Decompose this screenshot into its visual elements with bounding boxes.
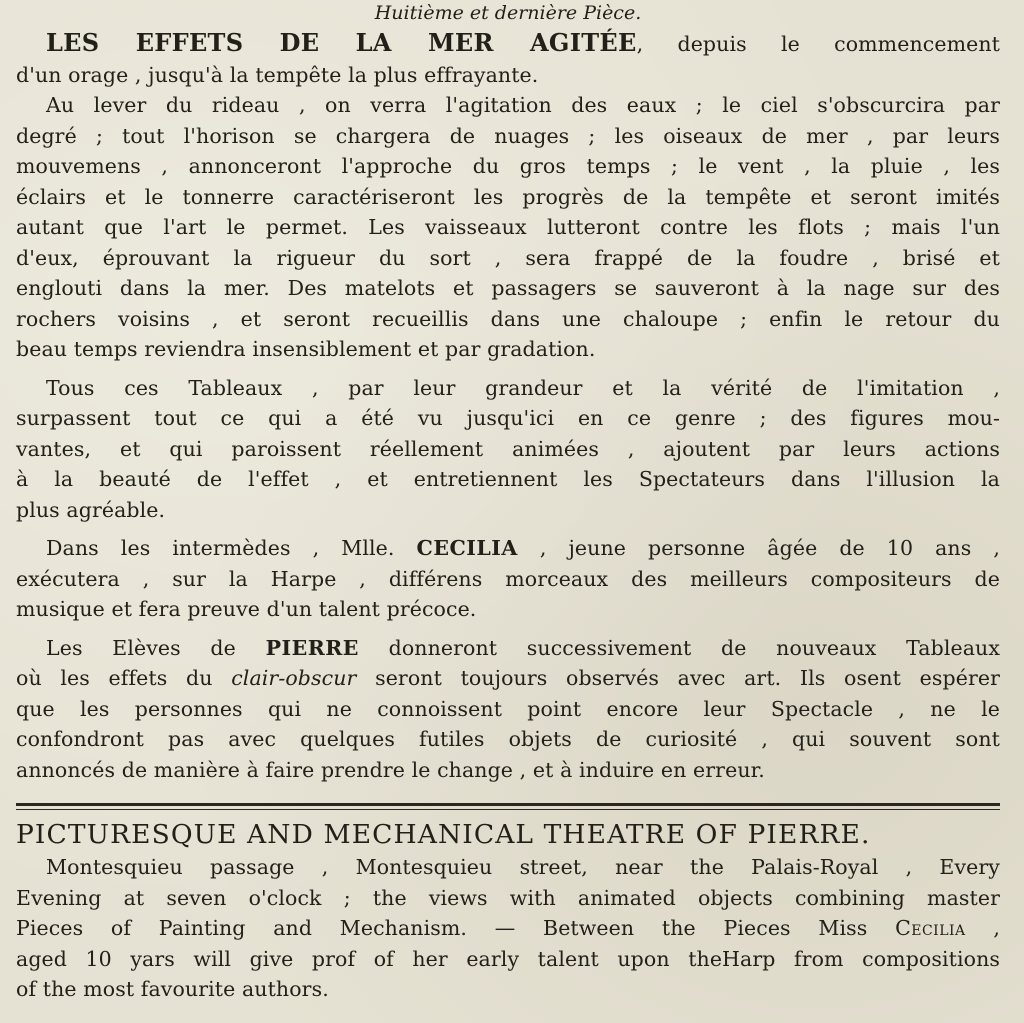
text-line: vantes, et qui paroissent réellement animées , ajoutent par leurs actions — [16, 436, 1000, 461]
paragraph-tableaux — [16, 373, 1000, 526]
pierre-name: PIERRE — [265, 635, 359, 660]
text-line: exécutera , sur la Harpe , différens morceaux des meilleurs compositeurs de — [16, 566, 1000, 591]
text-line: mouvemens , annonceront l'approche du gros temps ; le vent , la pluie , les — [16, 154, 1000, 178]
text-line: of the most favourite authors. — [16, 977, 329, 1001]
text-line: plus agréable. — [16, 497, 166, 522]
text-line — [16, 533, 1000, 564]
paragraph-gap — [16, 625, 1000, 633]
paragraph-gap — [16, 525, 1000, 533]
text-line: Au lever du rideau , on verra l'agitation des eaux ; le ciel s'obscurcira par — [46, 93, 1000, 117]
performer-name: CECILIA — [416, 536, 518, 560]
text-fragment: , — [993, 916, 1000, 940]
text-line: que les personnes qui ne connoissent point encore leur Spectacle , ne le — [16, 696, 1000, 721]
text-line: rochers voisins , et seront recueillis dans une chaloupe ; enfin le retour du — [16, 306, 1000, 331]
text-line: beau temps reviendra insensiblement et par gradation. — [16, 337, 596, 361]
text-line: autant que l'art le permet. Les vaisseaux lutteront contre les flots ; mais l'un — [16, 215, 1000, 239]
text-line: Montesquieu passage , Montesquieu street, near the Palais-Royal , Every — [46, 855, 1000, 879]
text-line: confondront pas avec quelques futiles objets de curiosité , qui souvent sont — [16, 727, 1000, 751]
text-line — [16, 913, 1000, 944]
italic-term: clair-obscur — [231, 666, 357, 690]
text-fragment: où les effets du — [16, 666, 213, 690]
main-title: LES EFFETS DE LA MER AGITÉE — [46, 28, 637, 57]
text-line: degré ; tout l'horison se chargera de nuages ; les oiseaux de mer , par leurs — [16, 123, 1000, 148]
text-line: englouti dans la mer. Des matelots et passagers se sauveront à la nage sur des — [16, 276, 1000, 300]
text-fragment: , jeune personne âgée de 10 ans , — [539, 536, 1000, 560]
rule-thin — [16, 809, 1000, 810]
text-line: Tous ces Tableaux , par leur grandeur et la vérité de l'imitation , — [46, 375, 1000, 400]
text-line: annoncés de manière à faire prendre le change , et à induire en erreur. — [16, 757, 765, 782]
text-line — [16, 663, 1000, 694]
paragraph-eleves — [16, 633, 1000, 786]
text-line: musique et fera preuve d'un talent précoce. — [16, 597, 477, 621]
text-line: à la beauté de l'effet , et entretiennent les Spectateurs dans l'illusion la — [16, 467, 1000, 491]
text-line: éclairs et le tonnerre caractériseront les progrès de la tempête et seront imités — [16, 184, 1000, 209]
performer-name-english: Cecilia — [895, 916, 966, 940]
text-line: d'eux, éprouvant la rigueur du sort , sera frappé de la foudre , brisé et — [16, 245, 1000, 270]
paragraph-title — [16, 28, 1000, 90]
piece-heading: Huitième et dernière Pièce. — [374, 2, 642, 24]
text-line — [16, 633, 1000, 664]
text-line — [16, 28, 1000, 60]
text-fragment: seront toujours observés avec art. Ils osent espérer — [375, 666, 1000, 690]
title-line-rest: , depuis le commencement — [636, 32, 1000, 56]
text-fragment: Pieces of Painting and Mechanism. — Between the Pieces Miss — [16, 916, 868, 940]
text-fragment: Les Elèves de — [46, 635, 236, 660]
paragraph-intermedes — [16, 533, 1000, 625]
paragraph-gap — [16, 365, 1000, 373]
text-line: d'un orage , jusqu'à la tempête la plus effrayante. — [16, 62, 539, 87]
text-fragment: Dans les intermèdes , Mlle. — [46, 536, 395, 560]
english-title: PICTURESQUE AND MECHANICAL THEATRE OF PIERRE. — [16, 819, 871, 850]
text-line: aged 10 yars will give prof of her early talent upon theHarp from compositions — [16, 946, 1000, 971]
rule-thick — [16, 803, 1000, 806]
text-line: Evening at seven o'clock ; the views with animated objects combining master — [16, 885, 1000, 910]
text-fragment: donneront successivement de nouveaux Tableaux — [388, 635, 1001, 660]
text-line: surpassent tout ce qui a été vu jusqu'ici en ce genre ; des figures mou- — [16, 406, 1000, 430]
paragraph-storm — [16, 90, 1000, 365]
english-section — [16, 818, 1000, 1005]
double-rule-divider — [16, 803, 1000, 810]
